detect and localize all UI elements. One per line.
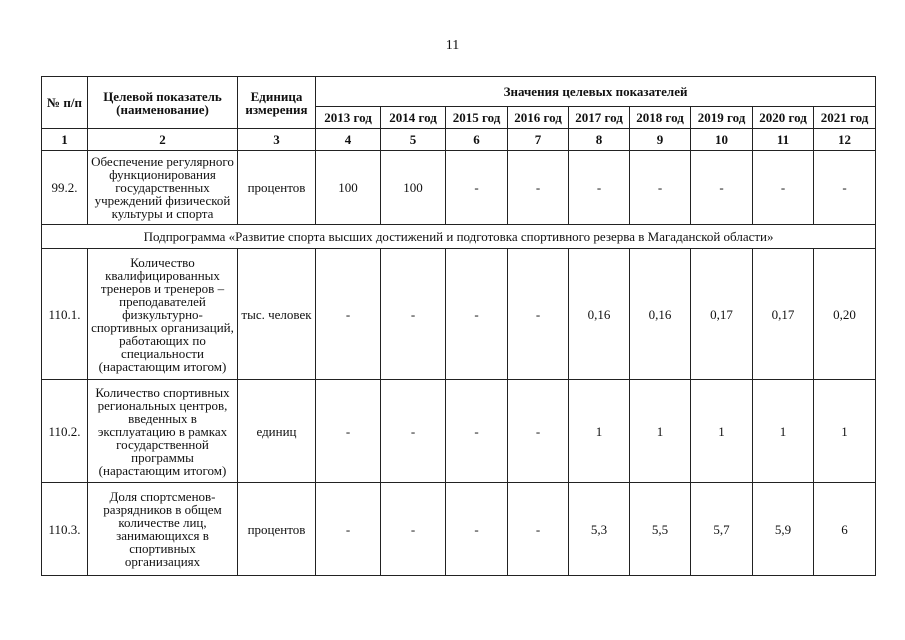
column-number: 10 bbox=[691, 129, 753, 151]
value-cell: 1 bbox=[753, 380, 814, 483]
column-number: 2 bbox=[88, 129, 238, 151]
header-year: 2018 год bbox=[630, 107, 691, 129]
value-cell: 6 bbox=[814, 483, 876, 576]
header-number: № п/п bbox=[42, 77, 88, 129]
header-indicator: Целевой показатель (наименование) bbox=[88, 77, 238, 129]
value-cell: - bbox=[446, 380, 508, 483]
indicator-name: Доля спортсменов-разрядников в общем количестве лиц, занимающихся в спортивных организациях bbox=[88, 483, 238, 576]
subprogram-title: Подпрограмма «Развитие спорта высших достижений и подготовка спортивного резерва в Магаданской области» bbox=[42, 225, 876, 249]
indicator-name: Обеспечение регулярного функционирования государственных учреждений физической культуры и спорта bbox=[88, 151, 238, 225]
column-number: 6 bbox=[446, 129, 508, 151]
table-row bbox=[42, 483, 876, 576]
column-number: 9 bbox=[630, 129, 691, 151]
value-cell: - bbox=[446, 483, 508, 576]
column-number: 8 bbox=[569, 129, 630, 151]
value-cell: 5,9 bbox=[753, 483, 814, 576]
value-cell: 0,17 bbox=[691, 249, 753, 380]
column-number: 12 bbox=[814, 129, 876, 151]
value-cell: 100 bbox=[381, 151, 446, 225]
value-cell: - bbox=[753, 151, 814, 225]
value-cell: 0,16 bbox=[569, 249, 630, 380]
value-cell: 1 bbox=[630, 380, 691, 483]
column-number: 4 bbox=[316, 129, 381, 151]
value-cell: - bbox=[569, 151, 630, 225]
table-row bbox=[42, 151, 876, 225]
header-year: 2020 год bbox=[753, 107, 814, 129]
value-cell: 1 bbox=[691, 380, 753, 483]
value-cell: 0,17 bbox=[753, 249, 814, 380]
unit-cell: единиц bbox=[238, 380, 316, 483]
value-cell: - bbox=[630, 151, 691, 225]
value-cell: - bbox=[381, 483, 446, 576]
value-cell: - bbox=[446, 249, 508, 380]
row-number: 99.2. bbox=[42, 151, 88, 225]
row-number: 110.3. bbox=[42, 483, 88, 576]
column-number: 5 bbox=[381, 129, 446, 151]
value-cell: - bbox=[381, 249, 446, 380]
value-cell: - bbox=[316, 249, 381, 380]
value-cell: 0,20 bbox=[814, 249, 876, 380]
unit-cell: процентов bbox=[238, 151, 316, 225]
header-year: 2013 год bbox=[316, 107, 381, 129]
column-number: 1 bbox=[42, 129, 88, 151]
value-cell: - bbox=[381, 380, 446, 483]
header-values: Значения целевых показателей bbox=[316, 77, 876, 107]
indicator-name: Количество квалифицированных тренеров и тренеров – преподавателей физкультурно-спортивных организаций, работающих по специальности (нарастающим итогом) bbox=[88, 249, 238, 380]
header-year: 2016 год bbox=[508, 107, 569, 129]
row-number: 110.2. bbox=[42, 380, 88, 483]
indicator-name: Количество спортивных региональных центров, введенных в эксплуатацию в рамках государственной программы (нарастающим итогом) bbox=[88, 380, 238, 483]
table-row bbox=[42, 249, 876, 380]
value-cell: - bbox=[316, 483, 381, 576]
column-number: 3 bbox=[238, 129, 316, 151]
value-cell: 1 bbox=[569, 380, 630, 483]
unit-cell: процентов bbox=[238, 483, 316, 576]
value-cell: 5,3 bbox=[569, 483, 630, 576]
value-cell: 1 bbox=[814, 380, 876, 483]
header-year: 2019 год bbox=[691, 107, 753, 129]
header-unit: Единица измерения bbox=[238, 77, 316, 129]
value-cell: - bbox=[814, 151, 876, 225]
value-cell: - bbox=[508, 249, 569, 380]
header-year: 2014 год bbox=[381, 107, 446, 129]
unit-cell: тыс. человек bbox=[238, 249, 316, 380]
value-cell: - bbox=[508, 483, 569, 576]
header-year: 2021 год bbox=[814, 107, 876, 129]
value-cell: 5,7 bbox=[691, 483, 753, 576]
value-cell: - bbox=[508, 380, 569, 483]
value-cell: - bbox=[316, 380, 381, 483]
value-cell: - bbox=[508, 151, 569, 225]
header-year: 2017 год bbox=[569, 107, 630, 129]
target-indicators-table bbox=[41, 76, 876, 576]
subprogram-row bbox=[42, 225, 876, 249]
column-number: 7 bbox=[508, 129, 569, 151]
value-cell: 0,16 bbox=[630, 249, 691, 380]
page-number: 11 bbox=[445, 38, 460, 53]
column-number: 11 bbox=[753, 129, 814, 151]
value-cell: - bbox=[691, 151, 753, 225]
row-number: 110.1. bbox=[42, 249, 88, 380]
header-year: 2015 год bbox=[446, 107, 508, 129]
table-row bbox=[42, 380, 876, 483]
value-cell: 5,5 bbox=[630, 483, 691, 576]
value-cell: 100 bbox=[316, 151, 381, 225]
value-cell: - bbox=[446, 151, 508, 225]
